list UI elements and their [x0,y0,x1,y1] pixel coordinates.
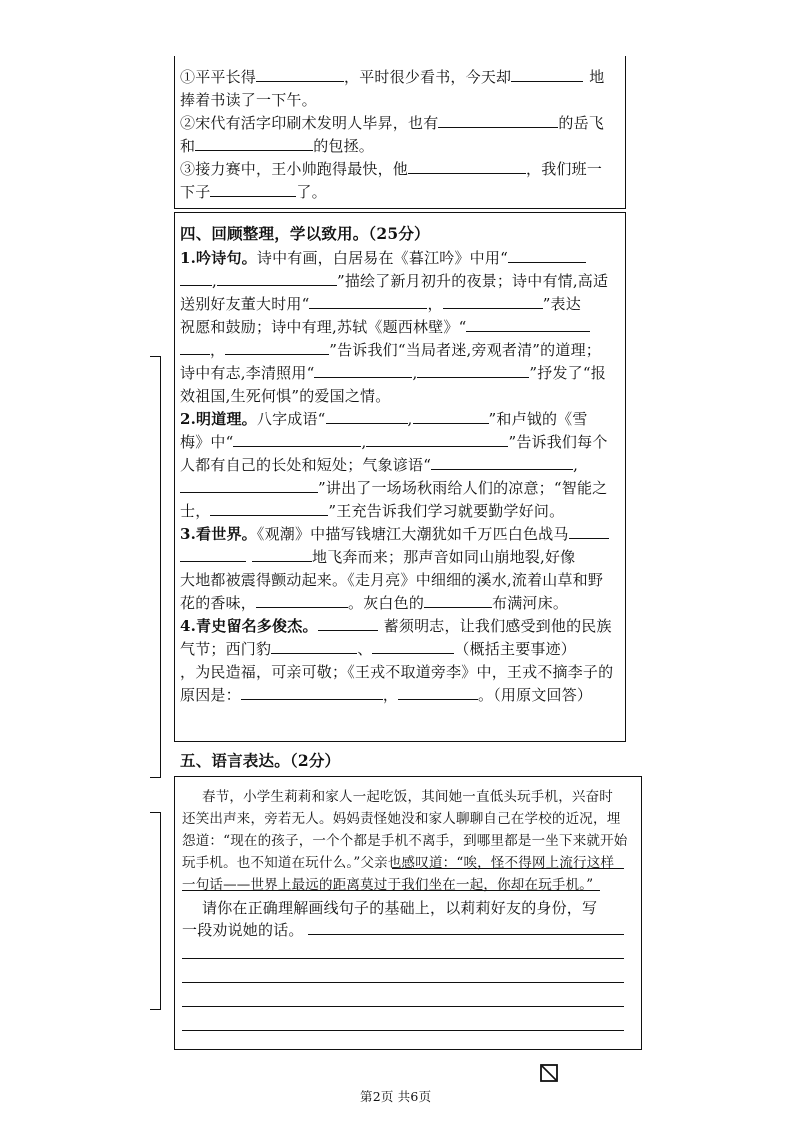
answer-line[interactable] [308,934,624,935]
q1-line2: , ”描绘了新月初升的夜景；诗中有情,高适 [180,270,608,292]
q1-line1: 1.吟诗句。诗中有画，白居易在《暮江吟》中用“ [180,247,586,269]
answer-line[interactable] [182,958,624,959]
s5-p1: 春节，小学生莉莉和家人一起吃饭，其间她一直低头玩手机，兴奋时 [202,789,613,805]
blank[interactable] [241,684,383,700]
blank[interactable] [408,158,526,174]
answer-line[interactable] [182,1030,624,1031]
blank[interactable] [180,477,318,493]
s3-line2: 捧着书读了一下午。 [180,91,317,109]
checkbox-icon [540,1064,558,1082]
q3-line1: 3.看世界。《观潮》中描写钱塘江大潮犹如千万匹白色战马 [180,523,609,545]
q2-line2: 梅》中“ , ”告诉我们每个 [180,433,608,451]
s5-p2: 还笑出声来，旁若无人。妈妈责怪她没和家人聊聊自己在学校的近况，埋 [182,811,621,827]
blank[interactable] [466,316,590,332]
q3-line4: 花的香味， 。灰白色的 布满河床。 [180,594,569,612]
blank[interactable] [233,431,361,447]
q1-line7: 效祖国,生死何惧”的爱国之情。 [180,387,391,405]
section5-heading: 五、语言表达。（2分） [180,751,341,770]
blank[interactable] [398,684,478,700]
q4-line3: ，为民造福，可亲可敬；《王戎不取道旁李》中，王戎不摘李子的 [180,663,614,681]
q2-line5: 士， ”王充告诉我们学习就要勤学好问。 [180,502,565,520]
blank[interactable] [180,546,246,562]
answer-line[interactable] [182,982,624,983]
blank[interactable] [318,615,378,631]
q1-line5: ， ”告诉我们“当局者迷,旁观者清”的道理； [180,339,601,361]
s3-line5: ③接力赛中，王小帅跑得最快，他 ，我们班一 [180,160,603,178]
blank[interactable] [431,454,573,470]
blank[interactable] [210,181,296,197]
margin-bracket-2 [150,812,161,1010]
blank[interactable] [438,112,558,128]
s3-line4: 和 的包拯。 [180,137,375,155]
blank[interactable] [195,135,313,151]
blank[interactable] [271,638,357,654]
section4-heading: 四、回顾整理，学以致用。（25分） [180,224,430,243]
blank[interactable] [180,270,212,286]
s5-p6: 请你在正确理解画线句子的基础上，以莉莉好友的身份，写 [202,899,598,917]
blank[interactable] [210,500,328,516]
underline-sentence-1 [392,868,624,869]
q3-line2: 地飞奔而来；那声音如同山崩地裂,好像 [180,546,575,568]
s5-p3: 怨道：“现在的孩子，一个个都是手机不离手，到哪里都是一坐下来就开始 [182,833,628,849]
q2-line3: 人都有自己的长处和短处；气象谚语“ , [180,456,579,474]
blank[interactable] [569,523,609,539]
q4-line1: 4.青史留名多俊杰。 蓄须明志，让我们感受到他的民族 [180,617,612,635]
blank[interactable] [424,592,492,608]
blank[interactable] [217,270,337,286]
q4-line4: 原因是： ， 。（用原文回答） [180,686,593,704]
blank[interactable] [508,247,586,263]
q2-line1: 2.明道理。八字成语“ , ”和卢钺的《雪 [180,410,588,428]
blank[interactable] [225,339,329,355]
blank[interactable] [256,592,348,608]
q1-line4: 祝愿和鼓励；诗中有理,苏轼《题西林壁》“ [180,316,590,338]
s5-p5: 一句话——世界上最远的距离莫过于我们坐在一起，你却在玩手机。” [182,877,594,893]
blank[interactable] [366,431,508,447]
blank[interactable] [326,408,408,424]
q4-line2: 气节；西门豹 、 （概括主要事迹） [180,640,577,658]
blank[interactable] [180,339,210,355]
blank[interactable] [443,293,543,309]
blank[interactable] [372,638,454,654]
blank[interactable] [309,293,427,309]
blank[interactable] [417,362,529,378]
q1-line6: 诗中有志,李清照用“ , ”抒发了“报 [180,364,606,382]
q1-line3: 送别好友董大时用“ ， ”表达 [180,295,581,313]
blank[interactable] [511,66,583,82]
s3-line6: 下子 了。 [180,183,327,201]
page-number: 第2页 共6页 [360,1089,432,1104]
blank[interactable] [252,546,312,562]
blank[interactable] [314,362,412,378]
answer-line[interactable] [182,1006,624,1007]
q2-line4: ”讲出了一场场秋雨给人们的凉意；“智能之 [180,477,607,499]
margin-bracket-1 [150,356,161,778]
blank[interactable] [413,408,489,424]
q3-line3: 大地都被震得颤动起来。《走月亮》中细细的溪水,流着山草和野 [180,571,604,589]
s3-line3: ②宋代有活字印刷术发明人毕昇，也有 的岳飞 [180,114,605,132]
s5-p4: 玩手机。也不知道在玩什么。”父亲也感叹道：“唉，怪不得网上流行这样 [182,855,615,871]
s5-p7: 一段劝说她的话。 [182,921,304,939]
blank[interactable] [256,66,344,82]
s3-line1: ①平平长得 ，平时很少看书，今天却 地 [180,68,605,86]
underline-sentence-2 [182,890,600,891]
